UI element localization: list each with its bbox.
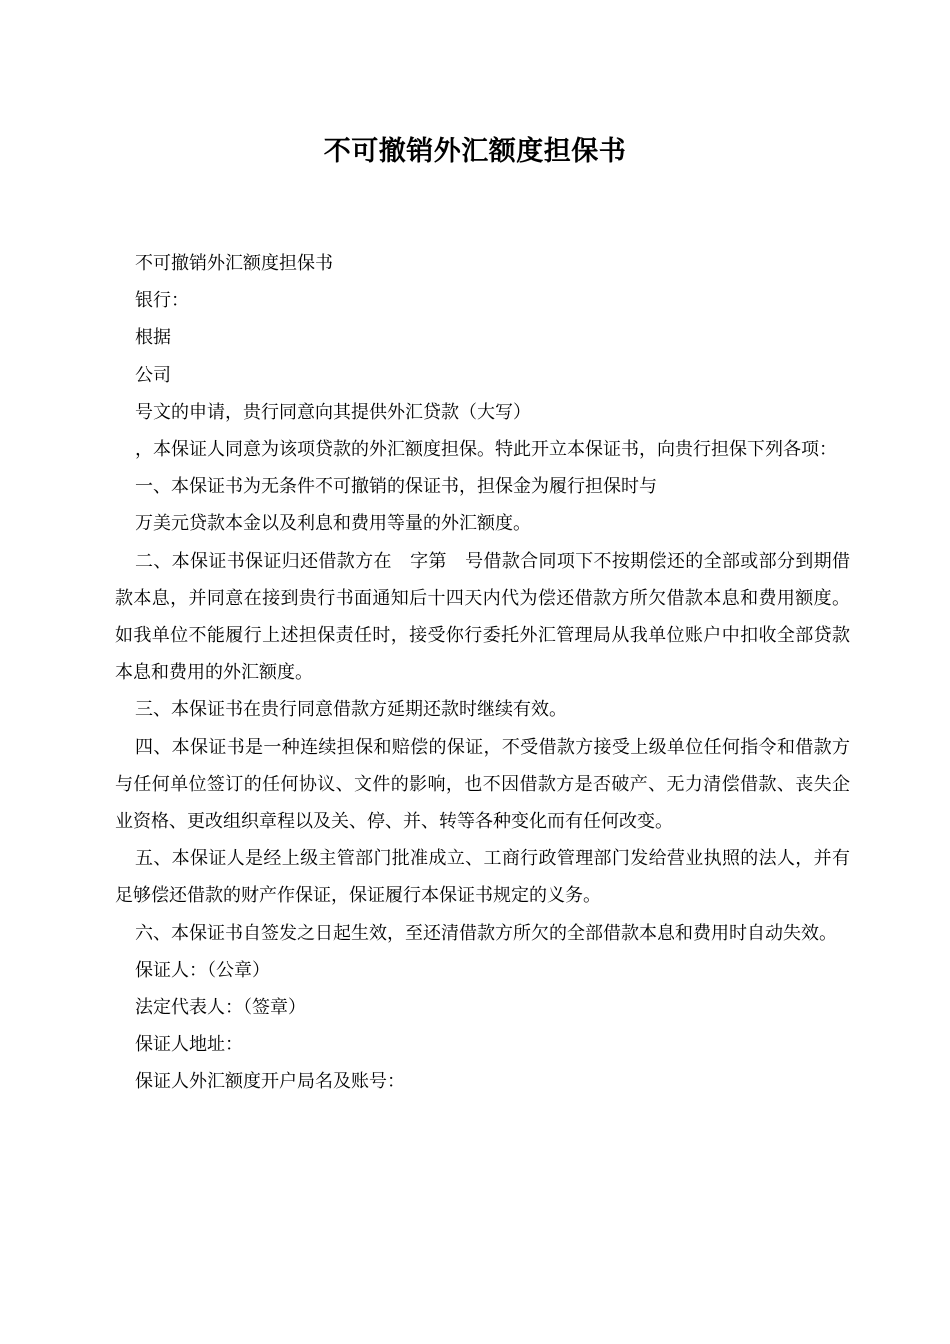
guarantor-address: 保证人地址：	[135, 1034, 243, 1056]
paragraph-according-to: 根据	[135, 327, 171, 349]
guarantor-account: 保证人外汇额度开户局名及账号：	[135, 1071, 405, 1093]
paragraph-clause-2: 二、本保证书保证归还借款方在 字第 号借款合同项下不按期偿还的全部或部分到期借款本息，并同意在接到贵行书面通知后十四天内代为偿还借款方所欠借款本息和费用额度。如我单位不能履行上述担保责任时，接受你行委托外汇管理局从我单位账户中扣收全部贷款本息和费用的外汇额度。	[115, 550, 850, 684]
paragraph-clause-3: 三、本保证书在贵行同意借款方延期还款时继续有效。	[135, 699, 567, 721]
paragraph-guarantee-intro: ，本保证人同意为该项贷款的外汇额度担保。特此开立本保证书，向贵行担保下列各项：	[135, 439, 837, 461]
document-title: 不可撤销外汇额度担保书	[323, 136, 627, 167]
signature-guarantor: 保证人：（公章）	[135, 959, 270, 981]
paragraph-heading-repeat: 不可撤销外汇额度担保书	[135, 253, 333, 274]
paragraph-clause-1a: 一、本保证书为无条件不可撤销的保证书，担保金为履行担保时与	[135, 476, 657, 498]
paragraph-bank-salutation: 银行：	[135, 290, 189, 312]
paragraph-clause-4: 四、本保证书是一种连续担保和赔偿的保证，不受借款方接受上级单位任何指令和借款方与任何单位签订的任何协议、文件的影响，也不因借款方是否破产、无力清偿借款、丧失企业资格、更改组织章程以及关、停、并、转等各种变化而有任何改变。	[115, 736, 850, 833]
paragraph-clause-1b: 万美元贷款本金以及利息和费用等量的外汇额度。	[135, 513, 531, 535]
document-body	[115, 245, 850, 1101]
paragraph-company: 公司	[135, 364, 171, 386]
paragraph-clause-5: 五、本保证人是经上级主管部门批准成立、工商行政管理部门发给营业执照的法人，并有足够偿还借款的财产作保证，保证履行本保证书规定的义务。	[115, 848, 850, 907]
signature-legal-representative: 法定代表人：（签章）	[135, 997, 306, 1019]
paragraph-application: 号文的申请，贵行同意向其提供外汇贷款（大写）	[135, 401, 531, 423]
paragraph-clause-6: 六、本保证书自签发之日起生效，至还清借款方所欠的全部借款本息和费用时自动失效。	[135, 922, 837, 944]
